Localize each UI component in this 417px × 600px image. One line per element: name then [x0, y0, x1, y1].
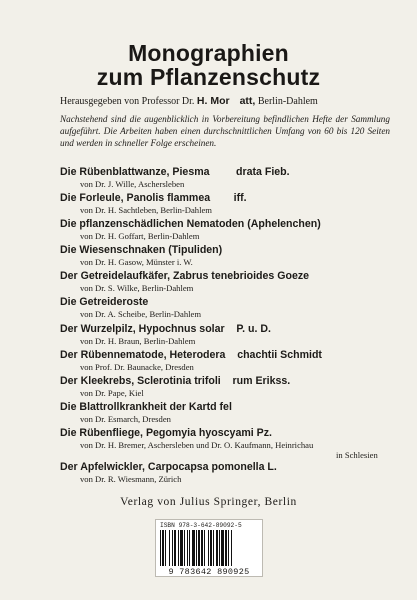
monograph-title: Die pflanzenschädlichen Nematoden (Aphelenchen) [60, 218, 321, 231]
barcode-bar [208, 530, 209, 566]
monograph-title: Die Forleule, Panolis flammea iff. [60, 192, 247, 205]
monograph-author-continued: in Schlesien [336, 449, 378, 460]
list-item [60, 192, 400, 218]
barcode-bar [231, 530, 232, 566]
barcode-bar [204, 530, 205, 566]
barcode-bar [216, 530, 218, 566]
list-item [60, 427, 400, 461]
monograph-title: Die Rübenfliege, Pegomyia hyoscyami Pz. [60, 426, 272, 439]
editor-prefix: Herausgegeben von Professor Dr. [60, 96, 195, 107]
monograph-author: von Dr. Esmarch, Dresden [80, 413, 171, 424]
intro-paragraph: Nachstehend sind die augenblicklich in Vorbereitung befindlichen Hefte der Sammlung aufgeführt. Die Arbeiten haben einen durchschnittlichen Umfang von 60 bis 120 Seiten und werden in schneller Folge erscheinen. [60, 114, 390, 148]
monograph-author: von Dr. H. Braun, Berlin-Dahlem [80, 335, 196, 346]
barcode-bar [184, 530, 185, 566]
barcode-bar [210, 530, 212, 566]
publisher-line: Verlag von Julius Springer, Berlin [120, 496, 297, 508]
barcode-bar [169, 530, 170, 566]
barcode-bar [160, 530, 161, 566]
barcode-bar [213, 530, 214, 566]
monograph-author: von Dr. Pape, Kiel [80, 387, 144, 398]
monograph-title: Die Wiesenschnaken (Tipuliden) [60, 244, 223, 257]
barcode-bar [162, 530, 164, 566]
list-item [60, 244, 400, 270]
barcode-bar [187, 530, 188, 566]
monograph-title: Die Getreideroste [60, 296, 149, 309]
list-item [60, 270, 400, 296]
monograph-author: von Dr. R. Wiesmann, Zürich [80, 473, 182, 484]
barcode-bar [201, 530, 203, 566]
barcode-bars-graphic [160, 530, 260, 566]
editor-place: Berlin-Dahlem [257, 96, 318, 107]
monograph-list [60, 166, 400, 487]
monograph-author: von Dr. S. Wilke, Berlin-Dahlem [80, 283, 194, 294]
barcode-bar [196, 530, 197, 566]
monograph-title: Der Kleekrebs, Sclerotinia trifoli rum Erikss. [60, 374, 291, 387]
barcode-bar [180, 530, 183, 566]
editor-name: H. Mor [196, 95, 230, 107]
barcode-bar [225, 530, 227, 566]
editor-line [60, 95, 390, 107]
list-item [60, 218, 400, 244]
monograph-author: von Dr. H. Goffart, Berlin-Dahlem [80, 231, 200, 242]
barcode-bar [228, 530, 229, 566]
monograph-author: von Dr. H. Bremer, Aschersleben und Dr. O. Kaufmann, Heinrichau [80, 439, 314, 450]
barcode-bar [165, 530, 166, 566]
barcode-bar [189, 530, 190, 566]
barcode-bar [172, 530, 173, 566]
list-item [60, 323, 400, 349]
monograph-title: Der Apfelwickler, Carpocapsa pomonella L. [60, 460, 277, 473]
series-title-line-2: zum Pflanzenschutz [96, 64, 321, 90]
list-item [60, 349, 400, 375]
monograph-title: Der Getreidelaufkäfer, Zabrus tenebrioides Goeze [60, 270, 310, 283]
monograph-title: Die Blattrollkrankheit der Kartd fel [60, 400, 232, 413]
isbn-label: ISBN 978-3-642-89092-5 [160, 522, 242, 529]
editor-name-end: att, [239, 95, 256, 107]
monograph-author: von Dr. H. Sachtleben, Berlin-Dahlem [80, 205, 212, 216]
monograph-title: Der Rübennematode, Heterodera chachtii Schmidt [60, 348, 322, 361]
barcode-number: 9 783642 890925 [168, 567, 250, 577]
list-item [60, 461, 400, 487]
barcode-bar [198, 530, 200, 566]
barcode-bar [192, 530, 195, 566]
barcode-bar [178, 530, 179, 566]
list-item [60, 375, 400, 401]
monograph-title: Der Wurzelpilz, Hypochnus solar P. u. D. [60, 322, 271, 335]
list-item [60, 166, 400, 192]
isbn-barcode [155, 519, 263, 577]
monograph-title: Die Rübenblattwanze, Piesma drata Fieb. [60, 166, 290, 178]
monograph-author: von Dr. A. Scheibe, Berlin-Dahlem [80, 309, 202, 320]
series-title-line-1: Monographien [128, 40, 289, 66]
list-item [60, 401, 400, 427]
barcode-bar [174, 530, 176, 566]
monograph-author: von Prof. Dr. Baunacke, Dresden [80, 361, 194, 372]
barcode-bar [221, 530, 224, 566]
monograph-author: von Dr. J. Wille, Aschersleben [80, 179, 185, 189]
monograph-author: von Dr. H. Gasow, Münster i. W. [80, 257, 193, 268]
barcode-bar [219, 530, 220, 566]
list-item [60, 296, 400, 322]
